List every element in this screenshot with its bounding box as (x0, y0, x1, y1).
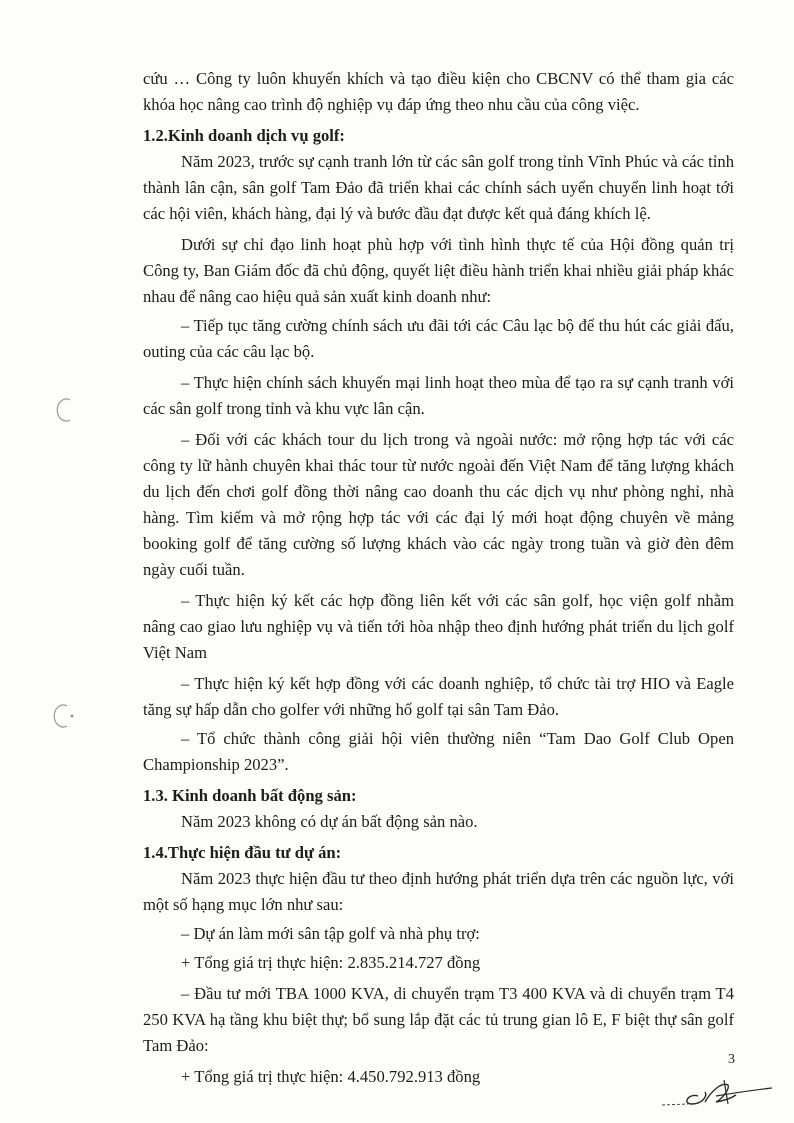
bullet-tour-customers: – Đối với các khách tour du lịch trong và ngoài nước: mở rộng hợp tác với các công ty lữ hành chuyên khai thác tour từ nước ngoài đến Việt Nam để tăng lượng khách du lịch đến chơi golf đồng thời nâng cao doanh thu các dịch vụ như phòng nghỉ, nhà hàng. Tìm kiếm và mở rộng hợp tác với các đại lý mới hoạt động chuyên về mảng booking golf để tăng cường số lượng khách vào các ngày trong tuần và giờ đèn đêm ngày cuối tuần. (143, 430, 734, 579)
paragraph-golf-overview: Năm 2023, trước sự cạnh tranh lớn từ các sân golf trong tỉnh Vĩnh Phúc và các tỉnh thành lân cận, sân golf Tam Đảo đã triển khai các chính sách uyển chuyển linh hoạt tới các hội viên, khách hàng, đại lý và bước đầu đạt được kết quả đáng khích lệ. (143, 152, 734, 223)
value-practice-range-total: + Tổng giá trị thực hiện: 2.835.214.727 đồng (181, 953, 481, 972)
section-heading-1-3: 1.3. Kinh doanh bất động sản: (143, 786, 357, 805)
bullet-sponsorship-hio-eagle: – Thực hiện ký kết hợp đồng với các doanh nghiệp, tổ chức tài trợ HIO và Eagle tăng sự hấp dẫn cho golfer với những hố golf tại sân Tam Đảo. (143, 674, 734, 719)
section-heading-1-2: 1.2.Kinh doanh dịch vụ golf: (143, 126, 345, 145)
paragraph-intro-continuation: cứu … Công ty luôn khuyến khích và tạo điều kiện cho CBCNV có thể tham gia các khóa học nâng cao trình độ nghiệp vụ đáp ứng theo nhu cầu của công việc. (143, 69, 734, 114)
page-number: 3 (728, 1052, 735, 1067)
bullet-annual-championship: – Tổ chức thành công giải hội viên thường niên “Tam Dao Golf Club Open Championship 2023”. (143, 729, 734, 774)
bullet-transformer-investment: – Đầu tư mới TBA 1000 KVA, di chuyển trạm T3 400 KVA và di chuyển trạm T4 250 KVA hạ tầng khu biệt thự; bổ sung lắp đặt các tủ trung gian lô E, F biệt thự sân golf Tam Đảo: (143, 984, 734, 1055)
value-transformer-total: + Tổng giá trị thực hiện: 4.450.792.913 đồng (181, 1067, 481, 1086)
bullet-club-incentives: – Tiếp tục tăng cường chính sách ưu đãi tới các Câu lạc bộ để thu hút các giải đấu, outing của các câu lạc bộ. (143, 316, 734, 361)
document-body (143, 66, 734, 1090)
punch-hole-lower-dot (71, 715, 74, 718)
bullet-seasonal-promotion: – Thực hiện chính sách khuyến mại linh hoạt theo mùa để tạo ra sự cạnh tranh với các sân golf trong tỉnh và khu vực lân cận. (143, 373, 734, 418)
bullet-practice-range-project: – Dự án làm mới sân tập golf và nhà phụ trợ: (181, 924, 480, 943)
paragraph-investment-intro: Năm 2023 thực hiện đầu tư theo định hướng phát triển dựa trên các nguồn lực, với một số hạng mục lớn như sau: (143, 869, 734, 914)
paragraph-real-estate: Năm 2023 không có dự án bất động sản nào. (181, 812, 478, 831)
paragraph-management-direction: Dưới sự chỉ đạo linh hoạt phù hợp với tình hình thực tế của Hội đồng quản trị Công ty, Ban Giám đốc đã chủ động, quyết liệt điều hành triển khai nhiều giải pháp khác nhau để nâng cao hiệu quả sản xuất kinh doanh như: (143, 235, 734, 306)
section-heading-1-4: 1.4.Thực hiện đầu tư dự án: (143, 843, 342, 862)
bullet-partnership-contracts: – Thực hiện ký kết các hợp đồng liên kết với các sân golf, học viện golf nhằm nâng cao giao lưu nghiệp vụ và tiến tới hòa nhập theo định hướng phát triển du lịch golf Việt Nam (143, 591, 734, 662)
punch-hole-upper (57, 399, 70, 421)
punch-hole-lower (54, 705, 67, 727)
handwritten-signature (650, 1072, 775, 1112)
